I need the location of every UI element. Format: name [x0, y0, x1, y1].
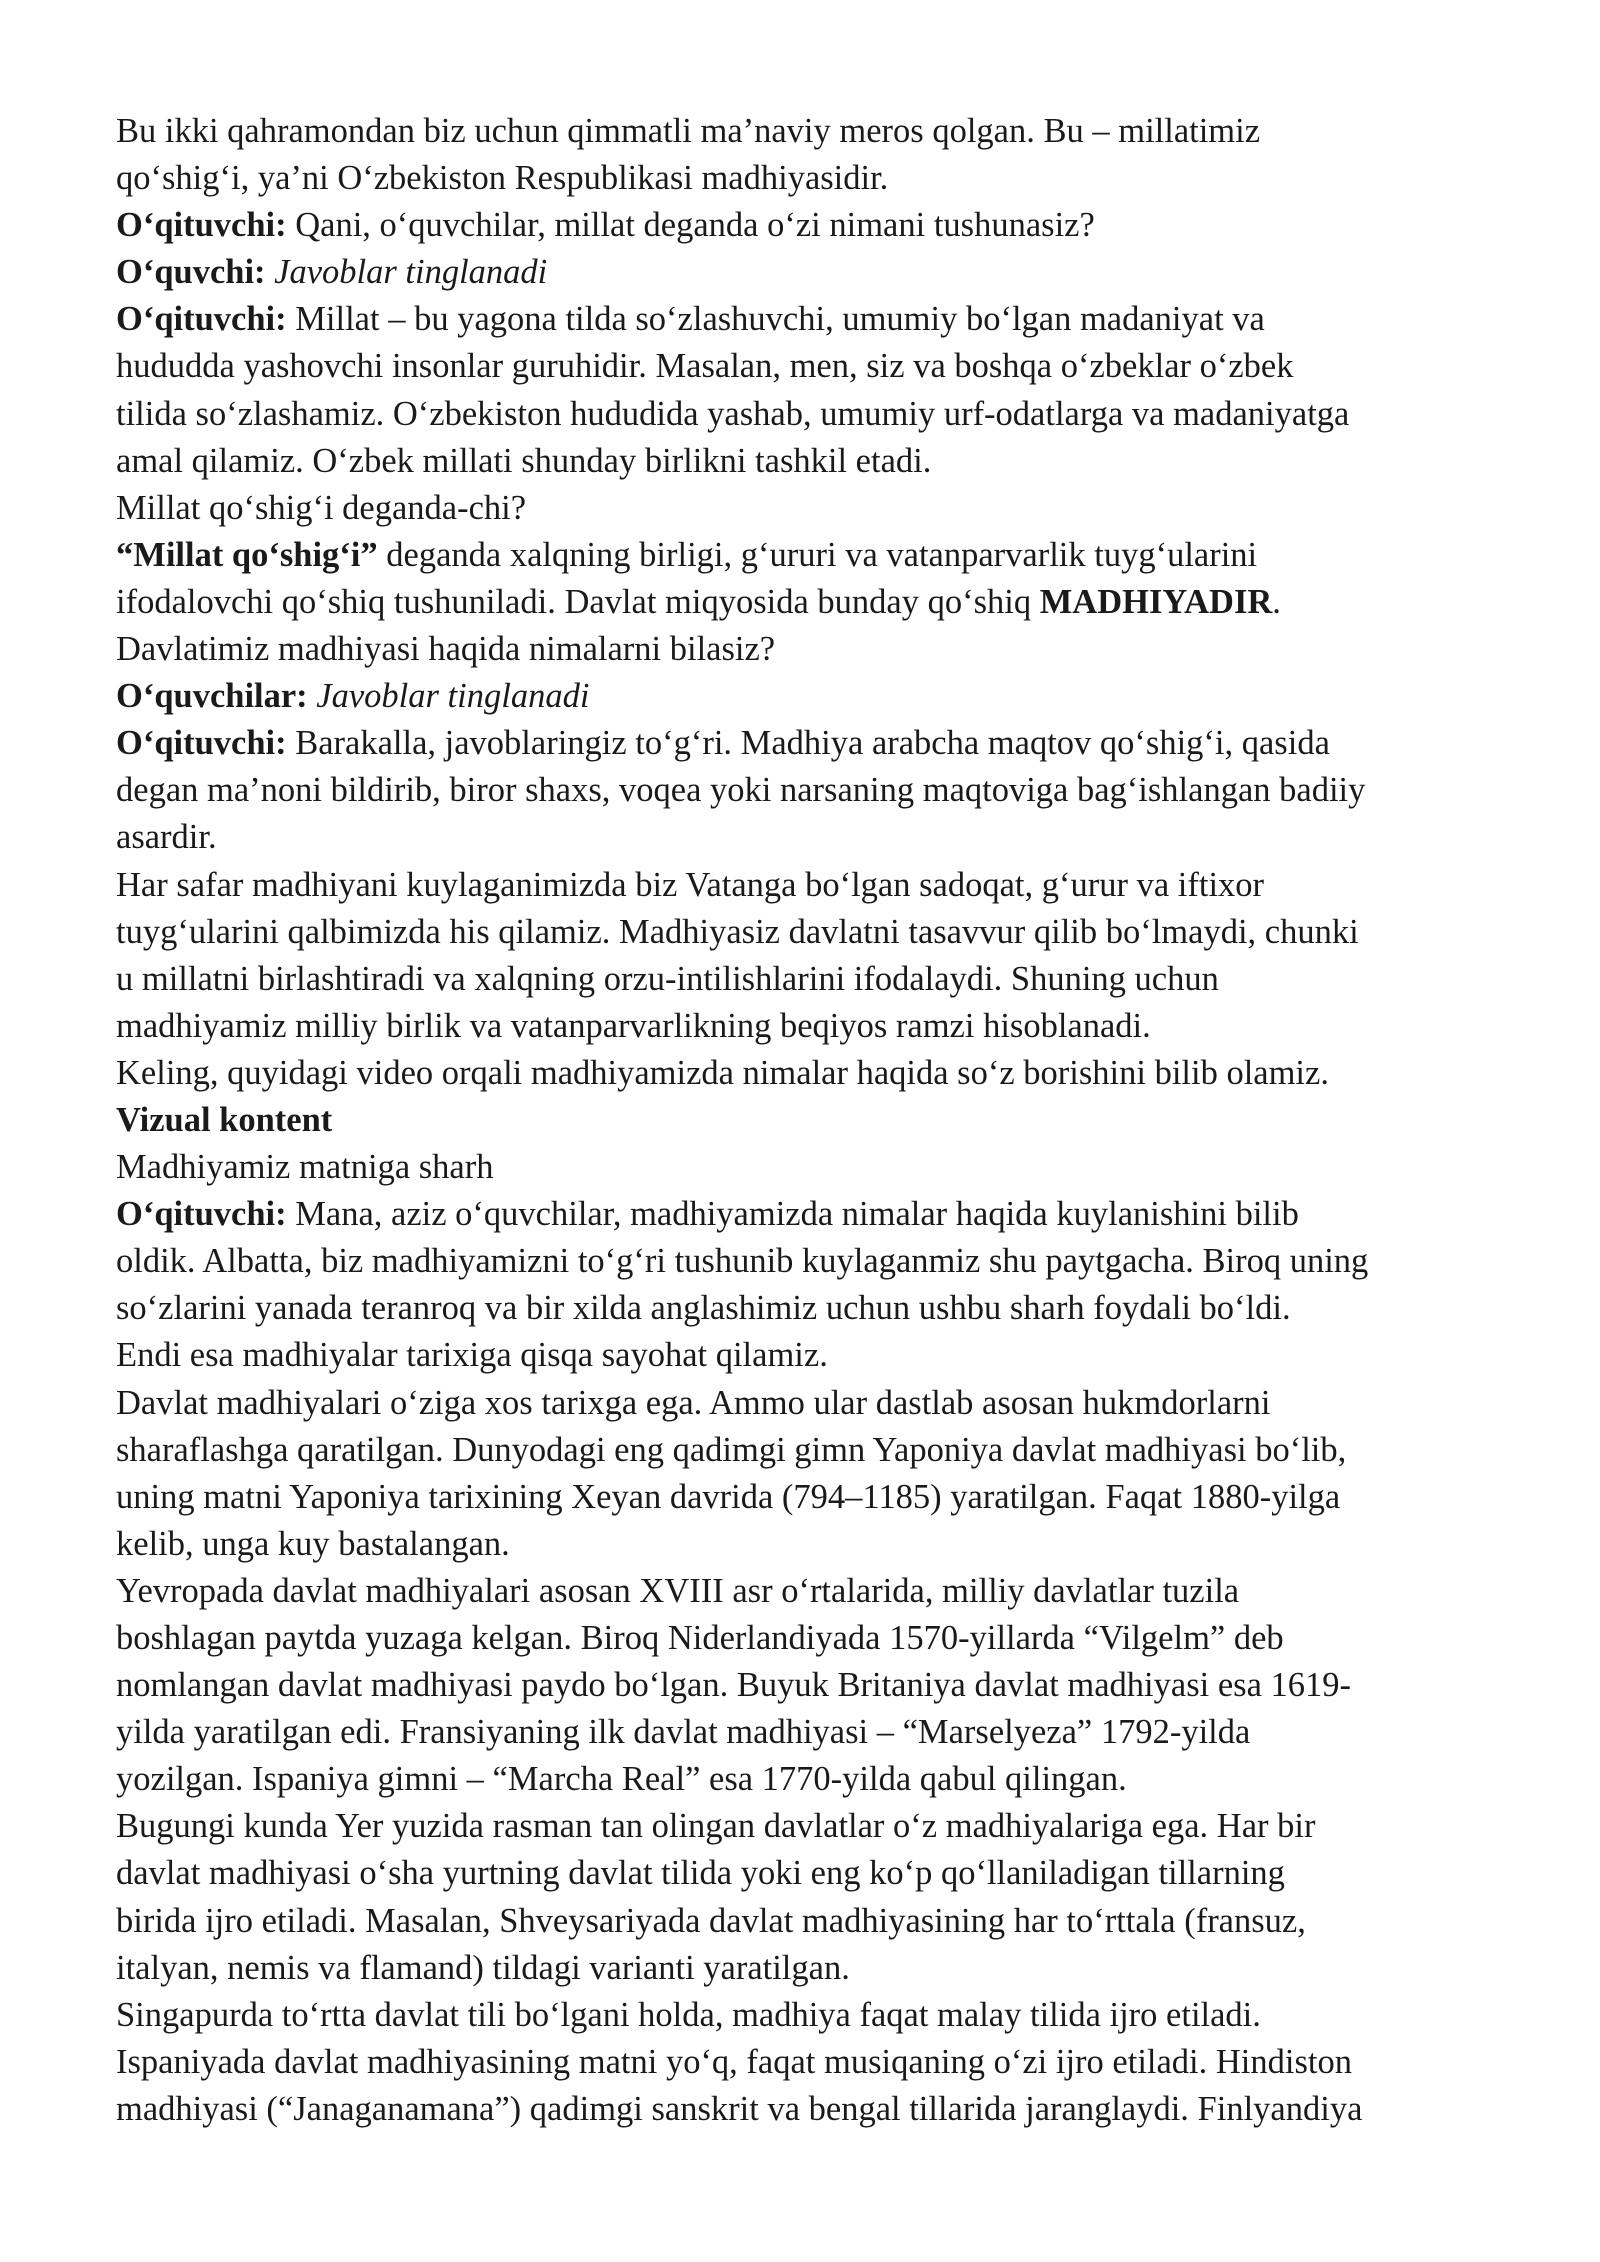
- text-line: [116, 1097, 1506, 1144]
- text-run: Qani, o‘quvchilar, millat deganda o‘zi nimani tushunasiz?: [286, 206, 1095, 245]
- text-run: .: [1272, 582, 1281, 621]
- text-run: amal qilamiz. O‘zbek millati shunday birlikni tashkil etadi.: [116, 441, 932, 480]
- text-line: [116, 1521, 1506, 1568]
- text-run: asardir.: [116, 818, 217, 857]
- text-line: [116, 438, 1506, 485]
- text-line: [116, 1568, 1506, 1615]
- text-line: [116, 909, 1506, 956]
- text-run: Ispaniyada davlat madhiyasining matni yo‘q, faqat musiqaning o‘zi ijro etiladi. Hindiston: [116, 2042, 1352, 2081]
- text-run: Keling, quyidagi video orqali madhiyamizda nimalar haqida so‘z borishini bilib olamiz.: [116, 1053, 1329, 1092]
- text-line: [116, 1191, 1506, 1238]
- text-line: [116, 1709, 1506, 1756]
- text-line: [116, 1992, 1506, 2039]
- text-line: [116, 391, 1506, 438]
- text-run: yilda yaratilgan edi. Fransiyaning ilk davlat madhiyasi – “Marselyeza” 1792-yilda: [116, 1713, 1251, 1752]
- text-run: kelib, unga kuy bastalangan.: [116, 1524, 510, 1563]
- text-run: hududda yashovchi insonlar guruhidir. Masalan, men, siz va boshqa o‘zbeklar o‘zbek: [116, 347, 1294, 386]
- text-run: Yevropada davlat madhiyalari asosan XVIII asr o‘rtalarida, milliy davlatlar tuzila: [116, 1571, 1240, 1610]
- text-run: so‘zlarini yanada teranroq va bir xilda anglashimiz uchun ushbu sharh foydali bo‘ldi.: [116, 1289, 1291, 1328]
- bold-text-run: O‘qituvchi:: [116, 206, 287, 245]
- bold-text-run: O‘qituvchi:: [116, 1195, 287, 1234]
- text-line: [116, 626, 1506, 673]
- text-run: nomlangan davlat madhiyasi paydo bo‘lgan. Buyuk Britaniya davlat madhiyasi esa 1619-: [116, 1666, 1352, 1705]
- text-run: Har safar madhiyani kuylaganimizda biz Vatanga bo‘lgan sadoqat, g‘urur va iftixor: [116, 865, 1265, 904]
- text-run: u millatni birlashtiradi va xalqning orzu-intilishlarini ifodalaydi. Shuning uchun: [116, 959, 1219, 998]
- text-line: [116, 155, 1506, 202]
- text-line: [116, 673, 1506, 720]
- text-line: [116, 2086, 1506, 2133]
- text-line: [116, 1238, 1506, 1285]
- text-run: Bu ikki qahramondan biz uchun qimmatli ma’naviy meros qolgan. Bu – millatimiz: [116, 112, 1261, 150]
- text-line: [116, 1003, 1506, 1050]
- text-run: Singapurda to‘rtta davlat tili bo‘lgani holda, madhiya faqat malay tilida ijro etiladi.: [116, 1995, 1261, 2034]
- text-run: Endi esa madhiyalar tarixiga qisqa sayohat qilamiz.: [116, 1336, 828, 1375]
- text-run: yozilgan. Ispaniya gimni – “Marcha Real” esa 1770-yilda qabul qilingan.: [116, 1760, 1127, 1799]
- text-line: [116, 1144, 1506, 1191]
- text-line: [116, 956, 1506, 1003]
- text-run: Davlatimiz madhiyasi haqida nimalarni bilasiz?: [116, 630, 776, 669]
- text-run: Barakalla, javoblaringiz to‘g‘ri. Madhiya arabcha maqtov qo‘shig‘i, qasida: [286, 724, 1330, 763]
- text-run: [308, 677, 317, 715]
- text-line: [116, 1332, 1506, 1379]
- text-run: Mana, aziz o‘quvchilar, madhiyamizda nimalar haqida kuylanishini bilib: [286, 1195, 1299, 1234]
- document-page: [116, 108, 1506, 2133]
- text-run: deganda xalqning birligi, g‘ururi va vatanparvarlik tuyg‘ularini: [377, 535, 1258, 574]
- bold-text-run: O‘qituvchi:: [116, 300, 287, 339]
- text-run: Bugungi kunda Yer yuzida rasman tan olingan davlatlar o‘z madhiyalariga ega. Har bir: [116, 1807, 1316, 1846]
- text-run: Millat – bu yagona tilda so‘zlashuvchi, umumiy bo‘lgan madaniyat va: [286, 300, 1265, 339]
- text-line: [116, 579, 1506, 626]
- text-line: [116, 2039, 1506, 2086]
- bold-text-run: MADHIYADIR: [1039, 582, 1273, 621]
- bold-text-run: O‘qituvchi:: [116, 724, 287, 763]
- bold-text-run: O‘quvchi:: [116, 253, 266, 292]
- text-line: [116, 202, 1506, 249]
- italic-text-run: Javoblar tinglanadi: [274, 253, 548, 292]
- text-line: [116, 767, 1506, 814]
- text-run: italyan, nemis va flamand) tildagi varianti yaratilgan.: [116, 1948, 850, 1987]
- text-run: Davlat madhiyalari o‘ziga xos tarixga ega. Ammo ular dastlab asosan hukmdorlarni: [116, 1383, 1271, 1422]
- text-line: [116, 1050, 1506, 1097]
- text-run: birida ijro etiladi. Masalan, Shveysariyada davlat madhiyasining har to‘rttala (fransuz,: [116, 1901, 1306, 1940]
- text-line: [116, 814, 1506, 861]
- bold-text-run: “Millat qo‘shig‘i”: [116, 535, 378, 574]
- text-run: madhiyasi (“Janaganamana”) qadimgi sanskrit va bengal tillarida jaranglaydi. Finlyandiya: [116, 2089, 1363, 2128]
- text-line: [116, 862, 1506, 909]
- text-line: [116, 1756, 1506, 1803]
- text-line: [116, 1945, 1506, 1992]
- text-run: boshlagan paytda yuzaga kelgan. Biroq Niderlandiyada 1570-yillarda “Vilgelm” deb: [116, 1619, 1284, 1657]
- text-line: [116, 1474, 1506, 1521]
- text-run: qo‘shig‘i, ya’ni O‘zbekiston Respublikasi madhiyasidir.: [116, 159, 889, 198]
- text-line: [116, 1615, 1506, 1662]
- text-line: [116, 532, 1506, 579]
- text-run: [266, 253, 275, 291]
- text-run: tuyg‘ularini qalbimizda his qilamiz. Madhiyasiz davlatni tasavvur qilib bo‘lmaydi, chunki: [116, 912, 1359, 951]
- text-line: [116, 1427, 1506, 1474]
- text-line: [116, 1285, 1506, 1332]
- text-line: [116, 485, 1506, 532]
- text-line: [116, 1850, 1506, 1897]
- text-line: [116, 1662, 1506, 1709]
- text-line: [116, 1380, 1506, 1427]
- bold-text-run: O‘quvchilar:: [116, 677, 308, 716]
- bold-text-run: Vizual kontent: [116, 1100, 333, 1139]
- text-line: [116, 343, 1506, 390]
- text-line: [116, 296, 1506, 343]
- text-run: sharaflashga qaratilgan. Dunyodagi eng qadimgi gimn Yaponiya davlat madhiyasi bo‘lib,: [116, 1430, 1347, 1469]
- text-run: degan ma’noni bildirib, biror shaxs, voqea yoki narsaning maqtoviga bag‘ishlangan badiiy: [116, 771, 1366, 810]
- text-run: Millat qo‘shig‘i deganda-chi?: [116, 488, 527, 527]
- text-line: [116, 1898, 1506, 1945]
- text-run: davlat madhiyasi o‘sha yurtning davlat tilida yoki eng ko‘p qo‘llaniladigan tillarning: [116, 1854, 1285, 1893]
- text-run: ifodalovchi qo‘shiq tushuniladi. Davlat miqyosida bunday qo‘shiq: [116, 582, 1040, 621]
- text-run: uning matni Yaponiya tarixining Xeyan davrida (794–1185) yaratilgan. Faqat 1880-yilga: [116, 1477, 1341, 1516]
- text-line: [116, 1803, 1506, 1850]
- italic-text-run: Javoblar tinglanadi: [316, 677, 590, 716]
- text-run: Madhiyamiz matniga sharh: [116, 1148, 494, 1187]
- text-line: [116, 249, 1506, 296]
- text-line: [116, 720, 1506, 767]
- text-run: madhiyamiz milliy birlik va vatanparvarlikning beqiyos ramzi hisoblanadi.: [116, 1006, 1151, 1045]
- text-run: oldik. Albatta, biz madhiyamizni to‘g‘ri tushunib kuylaganmiz shu paytgacha. Biroq uning: [116, 1242, 1369, 1281]
- text-line: [116, 108, 1506, 155]
- text-run: tilida so‘zlashamiz. O‘zbekiston hududida yashab, umumiy urf-odatlarga va madaniyatga: [116, 394, 1350, 433]
